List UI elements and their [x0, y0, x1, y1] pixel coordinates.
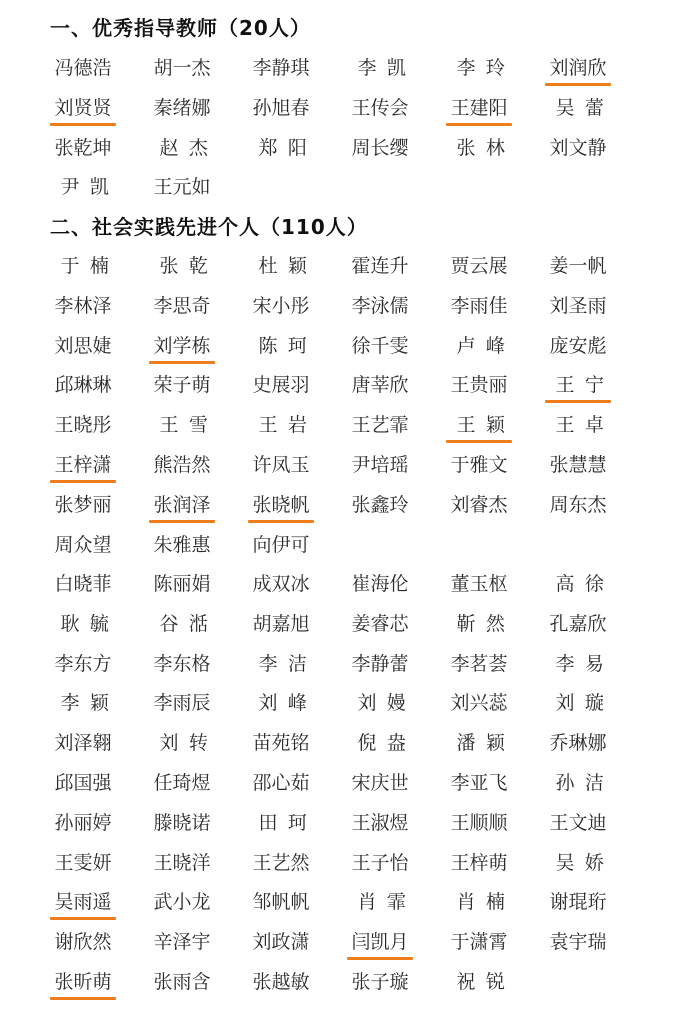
- person-name: 冯德浩: [54, 57, 112, 79]
- person-name: 胡嘉旭: [252, 612, 310, 635]
- person-name: 郑阳: [258, 136, 318, 159]
- person-name: 霍连升: [351, 255, 409, 277]
- person-name: 李易: [555, 652, 615, 675]
- person-name: 孙旭春: [252, 96, 310, 119]
- person-name: 李东格: [153, 652, 211, 675]
- person-name: 李思奇: [153, 294, 211, 317]
- section-heading-individuals: 二、社会实践先进个人（110人）: [50, 215, 368, 239]
- person-name: 刘泽翱: [54, 732, 112, 755]
- person-name: 李静蕾: [351, 652, 409, 675]
- person-name: 李茗荟: [450, 652, 508, 675]
- person-name: 张鑫玲: [351, 493, 409, 516]
- person-name: 刘峰: [258, 692, 318, 715]
- person-name: 张子璇: [351, 971, 409, 993]
- person-name: 李雨辰: [153, 692, 211, 715]
- person-name: 刘政潇: [252, 931, 310, 954]
- person-name: 姜睿芯: [351, 612, 409, 635]
- person-name: 尹凯: [60, 176, 120, 199]
- person-name: 王卓: [555, 414, 615, 437]
- person-name: 刘兴蕊: [450, 692, 508, 715]
- person-name: 张乾坤: [54, 136, 112, 159]
- person-name: 王梓潇: [50, 450, 116, 480]
- person-name: 邱国强: [54, 772, 112, 794]
- person-name: 吴雨遥: [50, 887, 116, 917]
- person-name: 成双冰: [252, 573, 310, 595]
- person-name: 王建阳: [446, 93, 512, 123]
- person-name: 谢欣然: [54, 931, 112, 954]
- person-name: 苗苑铭: [252, 732, 310, 755]
- person-name: 刘转: [159, 732, 219, 755]
- person-name: 王颖: [446, 410, 512, 440]
- person-name: 张昕萌: [50, 967, 116, 997]
- person-name: 史展羽: [252, 374, 310, 397]
- person-name: 王子怡: [351, 851, 409, 874]
- person-name: 杜颖: [258, 255, 318, 277]
- person-name: 刘文静: [549, 136, 607, 159]
- person-name: 张林: [456, 136, 516, 159]
- person-name: 王晓彤: [54, 414, 112, 437]
- person-name: 孔嘉欣: [549, 612, 607, 635]
- person-name: 肖楠: [456, 891, 516, 914]
- person-name: 于楠: [60, 255, 120, 277]
- person-name: 张雨含: [153, 971, 211, 993]
- person-name: 刘润欣: [545, 53, 611, 83]
- person-name: 靳然: [456, 612, 516, 635]
- person-name: 李静琪: [252, 57, 310, 79]
- person-name: 刘贤贤: [50, 93, 116, 123]
- person-name: 赵杰: [159, 136, 219, 159]
- person-name: 张晓帆: [248, 490, 314, 520]
- person-name: 周长缨: [351, 136, 409, 159]
- person-name: 祝锐: [456, 971, 516, 993]
- person-name: 董玉枢: [450, 573, 508, 595]
- person-name: 周众望: [54, 533, 112, 556]
- person-name: 王雯妍: [54, 851, 112, 874]
- person-name: 崔海伦: [351, 573, 409, 595]
- person-name: 唐莘欣: [351, 374, 409, 397]
- person-name: 张越敏: [252, 971, 310, 993]
- person-name: 刘璇: [555, 692, 615, 715]
- person-name: 于雅文: [450, 454, 508, 476]
- person-name: 王文迪: [549, 811, 607, 834]
- person-name: 张乾: [159, 255, 219, 277]
- person-name: 张梦丽: [54, 493, 112, 516]
- person-name: 贾云展: [450, 255, 508, 277]
- person-name: 王雪: [159, 414, 219, 437]
- person-name: 乔琳娜: [549, 732, 607, 755]
- section-heading-teachers: 一、优秀指导教师（20人）: [50, 16, 311, 40]
- person-name: 李泳儒: [351, 294, 409, 317]
- person-name: 吴娇: [555, 851, 615, 874]
- person-name: 于潇霄: [450, 931, 508, 954]
- person-name: 宋庆世: [351, 772, 409, 794]
- person-name: 李洁: [258, 652, 318, 675]
- person-name: 倪盎: [357, 732, 417, 755]
- person-name: 孙丽婷: [54, 811, 112, 834]
- person-name: 朱雅惠: [153, 533, 211, 556]
- person-name: 田珂: [258, 811, 318, 834]
- person-name: 白晓菲: [54, 573, 112, 595]
- person-name: 邹帆帆: [252, 891, 310, 914]
- person-name: 武小龙: [153, 891, 211, 914]
- person-name: 王艺然: [252, 851, 310, 874]
- person-name: 邵心茹: [252, 772, 310, 794]
- person-name: 王艺霏: [351, 414, 409, 437]
- person-name: 王晓洋: [153, 851, 211, 874]
- person-name: 谷湉: [159, 612, 219, 635]
- person-name: 李东方: [54, 652, 112, 675]
- person-name: 辛泽宇: [153, 931, 211, 954]
- person-name: 王淑煜: [351, 811, 409, 834]
- person-name: 邱琳琳: [54, 374, 112, 397]
- person-name: 袁宇瑞: [549, 931, 607, 954]
- person-name: 王传会: [351, 96, 409, 119]
- person-name: 姜一帆: [549, 255, 607, 277]
- person-name: 徐千雯: [351, 334, 409, 357]
- person-name: 王顺顺: [450, 811, 508, 834]
- person-name: 荣子萌: [153, 374, 211, 397]
- person-name: 周东杰: [549, 493, 607, 516]
- person-name: 卢峰: [456, 334, 516, 357]
- person-name: 庞安彪: [549, 334, 607, 357]
- person-name: 李凯: [357, 57, 417, 79]
- person-name: 李林泽: [54, 294, 112, 317]
- person-name: 向伊可: [252, 533, 310, 556]
- person-name: 许凤玉: [252, 454, 310, 476]
- person-name: 潘颖: [456, 732, 516, 755]
- person-name: 刘圣雨: [549, 294, 607, 317]
- person-name: 李雨佳: [450, 294, 508, 317]
- person-name: 高徐: [555, 573, 615, 595]
- person-name: 任琦煜: [153, 772, 211, 794]
- person-name: 王岩: [258, 414, 318, 437]
- person-name: 刘睿杰: [450, 493, 508, 516]
- person-name: 胡一杰: [153, 57, 211, 79]
- person-name: 闫凯月: [347, 927, 413, 957]
- person-name: 吴蕾: [555, 96, 615, 119]
- person-name: 张润泽: [149, 490, 215, 520]
- person-name: 刘嫚: [357, 692, 417, 715]
- person-name: 王贵丽: [450, 374, 508, 397]
- person-name: 李玲: [456, 57, 516, 79]
- person-name: 肖霏: [357, 891, 417, 914]
- person-name: 王宁: [545, 370, 611, 400]
- person-name: 秦绪娜: [153, 96, 211, 119]
- person-name: 尹培瑶: [351, 454, 409, 476]
- person-name: 谢琨珩: [549, 891, 607, 914]
- person-name: 王梓萌: [450, 851, 508, 874]
- person-name: 滕晓诺: [153, 811, 211, 834]
- person-name: 熊浩然: [153, 454, 211, 476]
- person-name: 李亚飞: [450, 772, 508, 794]
- person-name: 陈珂: [258, 334, 318, 357]
- person-name: 孙洁: [555, 772, 615, 794]
- person-name: 陈丽娟: [153, 573, 211, 595]
- person-name: 张慧慧: [549, 454, 607, 476]
- person-name: 王元如: [153, 176, 211, 199]
- person-name: 宋小彤: [252, 294, 310, 317]
- person-name: 耿毓: [60, 612, 120, 635]
- person-name: 刘学栋: [149, 331, 215, 361]
- person-name: 刘思婕: [54, 334, 112, 357]
- person-name: 李颖: [60, 692, 120, 715]
